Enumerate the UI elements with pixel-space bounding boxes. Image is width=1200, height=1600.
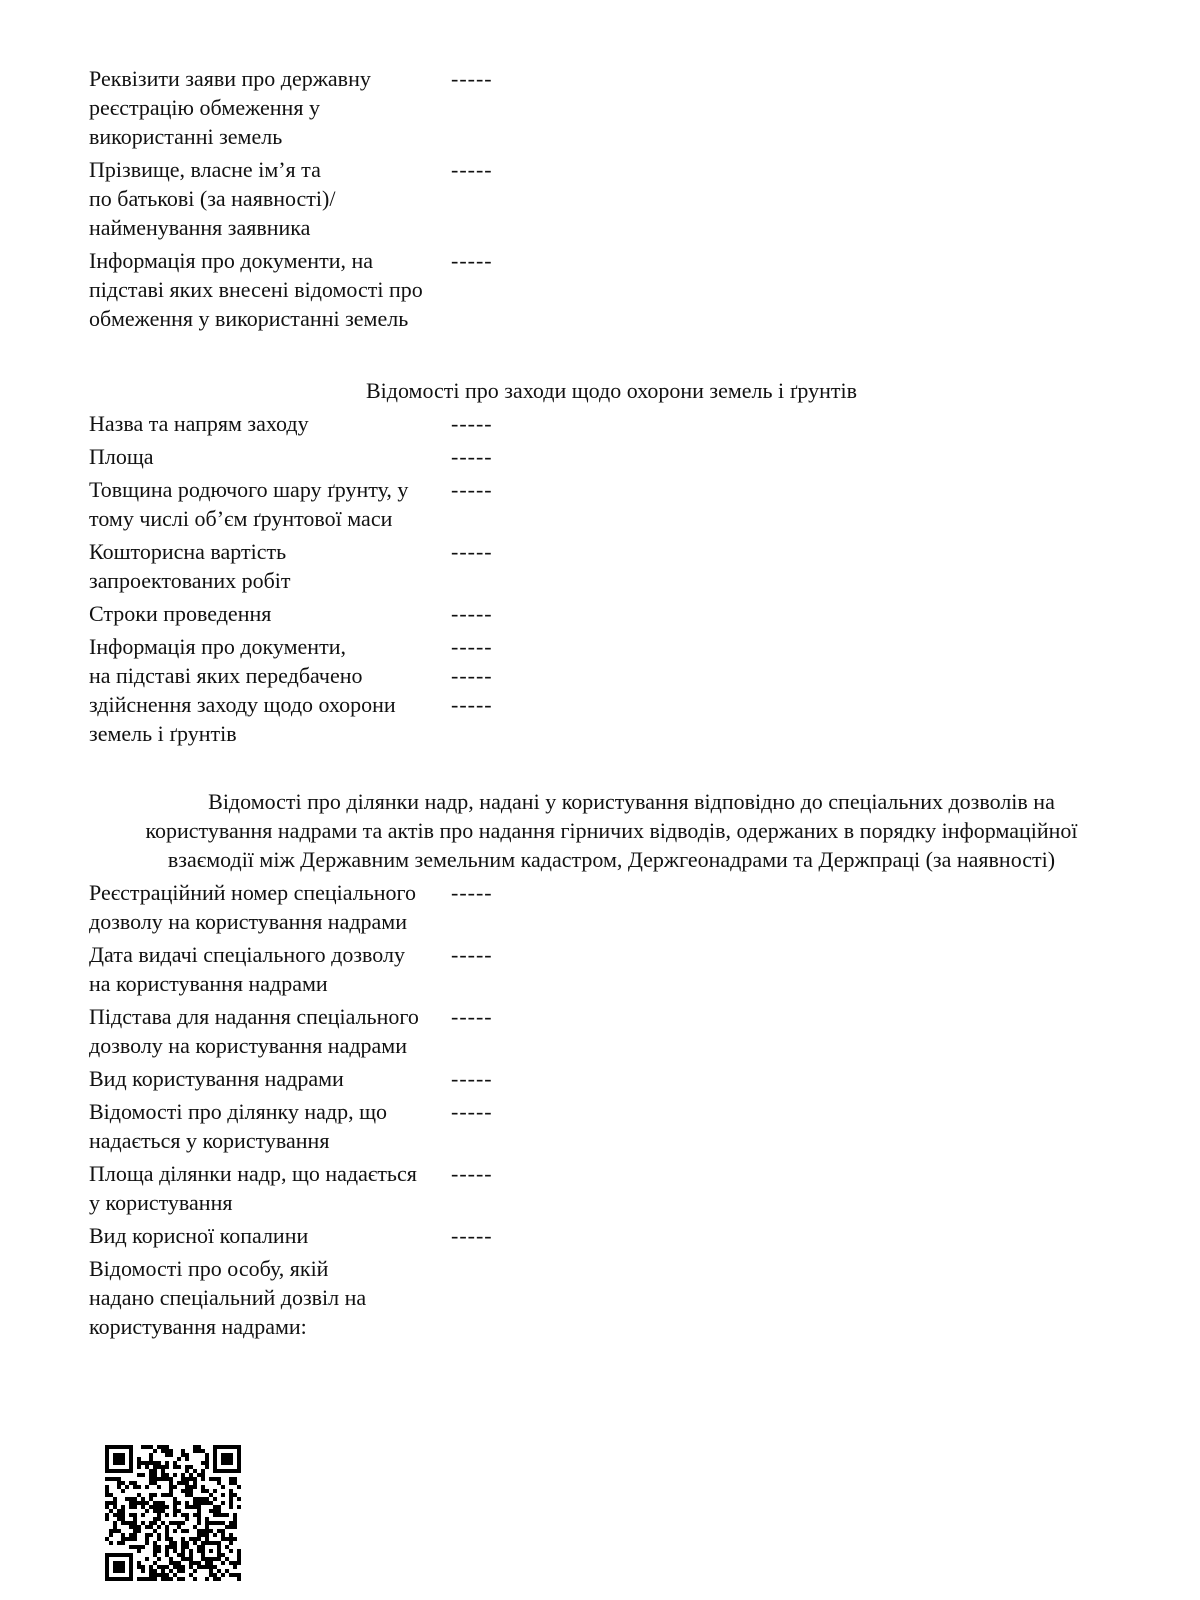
field-row (89, 537, 1129, 595)
field-value: ----- (451, 601, 493, 626)
field-row (89, 409, 1129, 438)
field-row (89, 246, 1129, 333)
field-label: Інформація про документи, на підставі яких передбачено здійснення заходу щодо охорони земель і ґрунтів (89, 634, 396, 746)
field-label: Підстава для надання спеціального дозволу на користування надрами (89, 1004, 419, 1058)
field-label: Інформація про документи, на підставі яких внесені відомості про обмеження у використанні земель (89, 248, 423, 331)
field-label: Відомості про особу, якій надано спеціальний дозвіл на користування надрами: (89, 1256, 367, 1339)
field-value: ----- (451, 1004, 493, 1029)
field-value: ----- (451, 539, 493, 564)
section-land-protection (89, 409, 1129, 752)
field-value: ----- (451, 1066, 493, 1091)
field-value: ----- (451, 1223, 493, 1248)
field-value: ----- (451, 66, 493, 91)
field-label: Товщина родючого шару ґрунту, у тому числі об’єм ґрунтової маси (89, 477, 409, 531)
section-restriction (89, 64, 1129, 337)
field-label: Строки проведення (89, 601, 272, 626)
field-label: Назва та напрям заходу (89, 411, 309, 436)
field-row (89, 599, 1129, 628)
field-value: ----- (451, 880, 493, 905)
field-value: ----- ----- ----- (451, 634, 493, 717)
field-label: Площа (89, 444, 154, 469)
field-row (89, 940, 1129, 998)
field-label: Вид користування надрами (89, 1066, 344, 1091)
field-row (89, 1254, 1129, 1341)
field-label: Площа ділянки надр, що надається у користування (89, 1161, 417, 1215)
field-label: Вид корисної копалини (89, 1223, 309, 1248)
qr-code-icon (105, 1445, 241, 1581)
field-value: ----- (451, 1099, 493, 1124)
field-row (89, 64, 1129, 151)
field-row (89, 1221, 1129, 1250)
section-heading-subsoil: Відомості про ділянки надр, надані у користування відповідно до спеціальних дозволів на користування надрами та актів про надання гірничих відводів, одержаних в порядку інформаційної взаємодії між Державним земельним кадастром, Держгеонадрами та Держпраці (за наявності) (145, 789, 1078, 872)
field-row (89, 1064, 1129, 1093)
section-heading-land-protection: Відомості про заходи щодо охорони земель і ґрунтів (366, 378, 857, 403)
field-row (89, 475, 1129, 533)
field-value: ----- (451, 248, 493, 273)
field-value: ----- (451, 942, 493, 967)
field-value: ----- (451, 444, 493, 469)
field-label: Реквізити заяви про державну реєстрацію обмеження у використанні земель (89, 66, 371, 149)
field-label: Прізвище, власне ім’я та по батькові (за наявності)/ найменування заявника (89, 157, 336, 240)
field-value: ----- (451, 477, 493, 502)
field-row (89, 155, 1129, 242)
field-label: Реєстраційний номер спеціального дозволу на користування надрами (89, 880, 416, 934)
field-label: Відомості про ділянку надр, що надається у користування (89, 1099, 388, 1153)
field-value: ----- (451, 411, 493, 436)
field-row (89, 878, 1129, 936)
field-value: ----- (451, 157, 493, 182)
field-value: ----- (451, 1161, 493, 1186)
field-label: Дата видачі спеціального дозволу на користування надрами (89, 942, 405, 996)
field-label: Кошторисна вартість запроектованих робіт (89, 539, 291, 593)
field-row (89, 1002, 1129, 1060)
field-row (89, 1097, 1129, 1155)
field-row (89, 1159, 1129, 1217)
field-row (89, 442, 1129, 471)
field-row (89, 632, 1129, 748)
section-subsoil (89, 878, 1129, 1345)
